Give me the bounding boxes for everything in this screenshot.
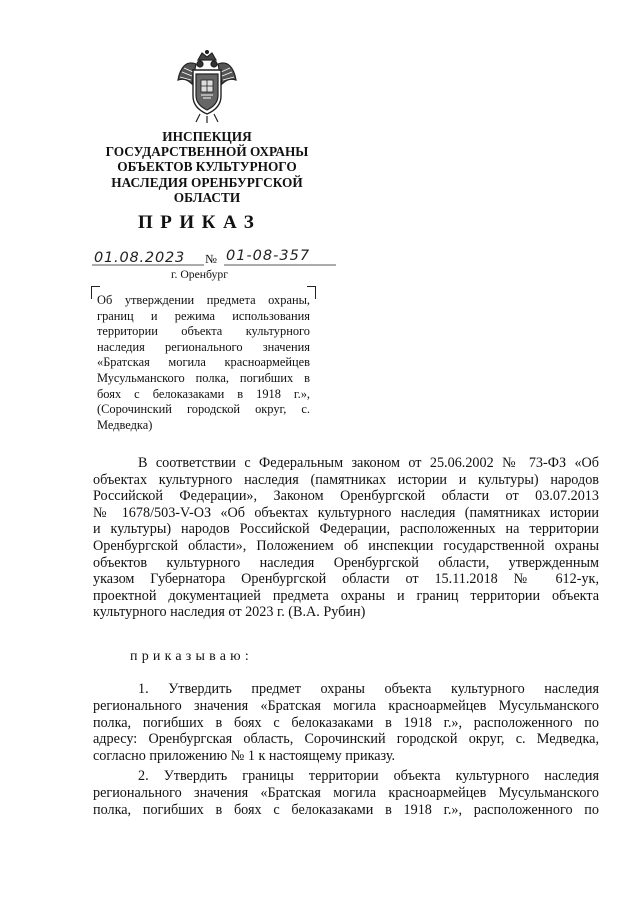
preamble-line: Российской Федерации», Законом Оренбургской области от 03.07.2013 — [93, 488, 599, 505]
authority-line: ИНСПЕКЦИЯ — [162, 129, 252, 144]
order-date: 01.08.2023 — [94, 250, 186, 266]
item-line: полка, погибших в боях с белоказаками в 1918 г.», расположенного по — [93, 801, 599, 818]
authority-line: ГОСУДАРСТВЕННОЙ ОХРАНЫ — [105, 144, 309, 160]
subject-line: наследия регионального значения — [97, 339, 310, 354]
document-title: ПРИКАЗ — [138, 212, 262, 233]
authority-line: НАСЛЕДИЯ ОРЕНБУРГСКОЙ — [111, 174, 303, 190]
preamble-line: проектной документацией предмета охраны и границ территории объекта — [93, 587, 599, 604]
preamble-line: В соответствии с Федеральным законом от 25.06.2002 № 73-ФЗ «Об — [138, 455, 599, 471]
preamble-line: указом Губернатора Оренбургской области от 15.11.2018 № 612-ук, — [93, 571, 599, 588]
city-label: г. Оренбург — [171, 268, 229, 281]
subject-line: Медведка) — [97, 417, 153, 432]
coat-of-arms-emblem — [176, 50, 238, 124]
authority-line: ОБЛАСТИ — [173, 189, 241, 205]
item-line: регионального значения «Братская могила красноармейцев Мусульманского — [93, 697, 599, 714]
order-item-2 — [93, 768, 599, 818]
preamble-paragraph — [93, 455, 599, 621]
issuing-authority — [88, 129, 326, 205]
subject-line: Мусульманского полка, погибших в — [97, 370, 310, 385]
subject-line: границ и режима использования — [97, 308, 310, 323]
item-line: согласно приложению № 1 к настоящему приказу. — [93, 748, 396, 765]
order-directive-word: приказываю: — [130, 649, 253, 664]
item-line: 2. Утвердить границы территории объекта культурного наследия — [138, 768, 599, 784]
item-line: полка, погибших в боях с белоказаками в 1918 г.», расположенного по — [93, 714, 599, 731]
subject-line: боях с белоказаками в 1918 г.», — [97, 386, 310, 401]
order-number: 01-08-357 — [226, 248, 311, 264]
order-item-1 — [93, 681, 599, 765]
preamble-line: объектов культурного наследия Оренбургской области, утвержденным — [93, 554, 599, 571]
subject-line: «Братская могила красноармейцев — [97, 355, 310, 370]
preamble-line: № 1678/503-V-ОЗ «Об объектах культурного наследия (памятниках истории — [93, 504, 599, 521]
preamble-line: культурного наследия от 2023 г. (В.А. Рубин) — [93, 604, 366, 621]
item-line: адресу: Оренбургская область, Сорочинский городской округ, с. Медведка, — [93, 731, 599, 748]
preamble-line: Оренбургской области», Положением об инспекции государственной охраны — [93, 537, 599, 554]
authority-line: ОБЪЕКТОВ КУЛЬТУРНОГО — [117, 159, 297, 175]
item-line: 1. Утвердить предмет охраны объекта культурного наследия — [138, 681, 599, 697]
order-subject — [97, 293, 310, 433]
preamble-line: объектах культурного наследия (памятниках истории и культуры) народов — [93, 471, 599, 488]
subject-line: территории объекта культурного — [97, 324, 310, 339]
item-line: регионального значения «Братская могила красноармейцев Мусульманского — [93, 784, 599, 801]
subject-line: (Сорочинский городской округ, с. — [97, 402, 310, 417]
number-sign: № — [205, 252, 217, 266]
subject-line: Об утверждении предмета охраны, — [97, 293, 310, 307]
preamble-line: и культуры) народов Российской Федерации, расположенных на территории — [93, 521, 599, 538]
